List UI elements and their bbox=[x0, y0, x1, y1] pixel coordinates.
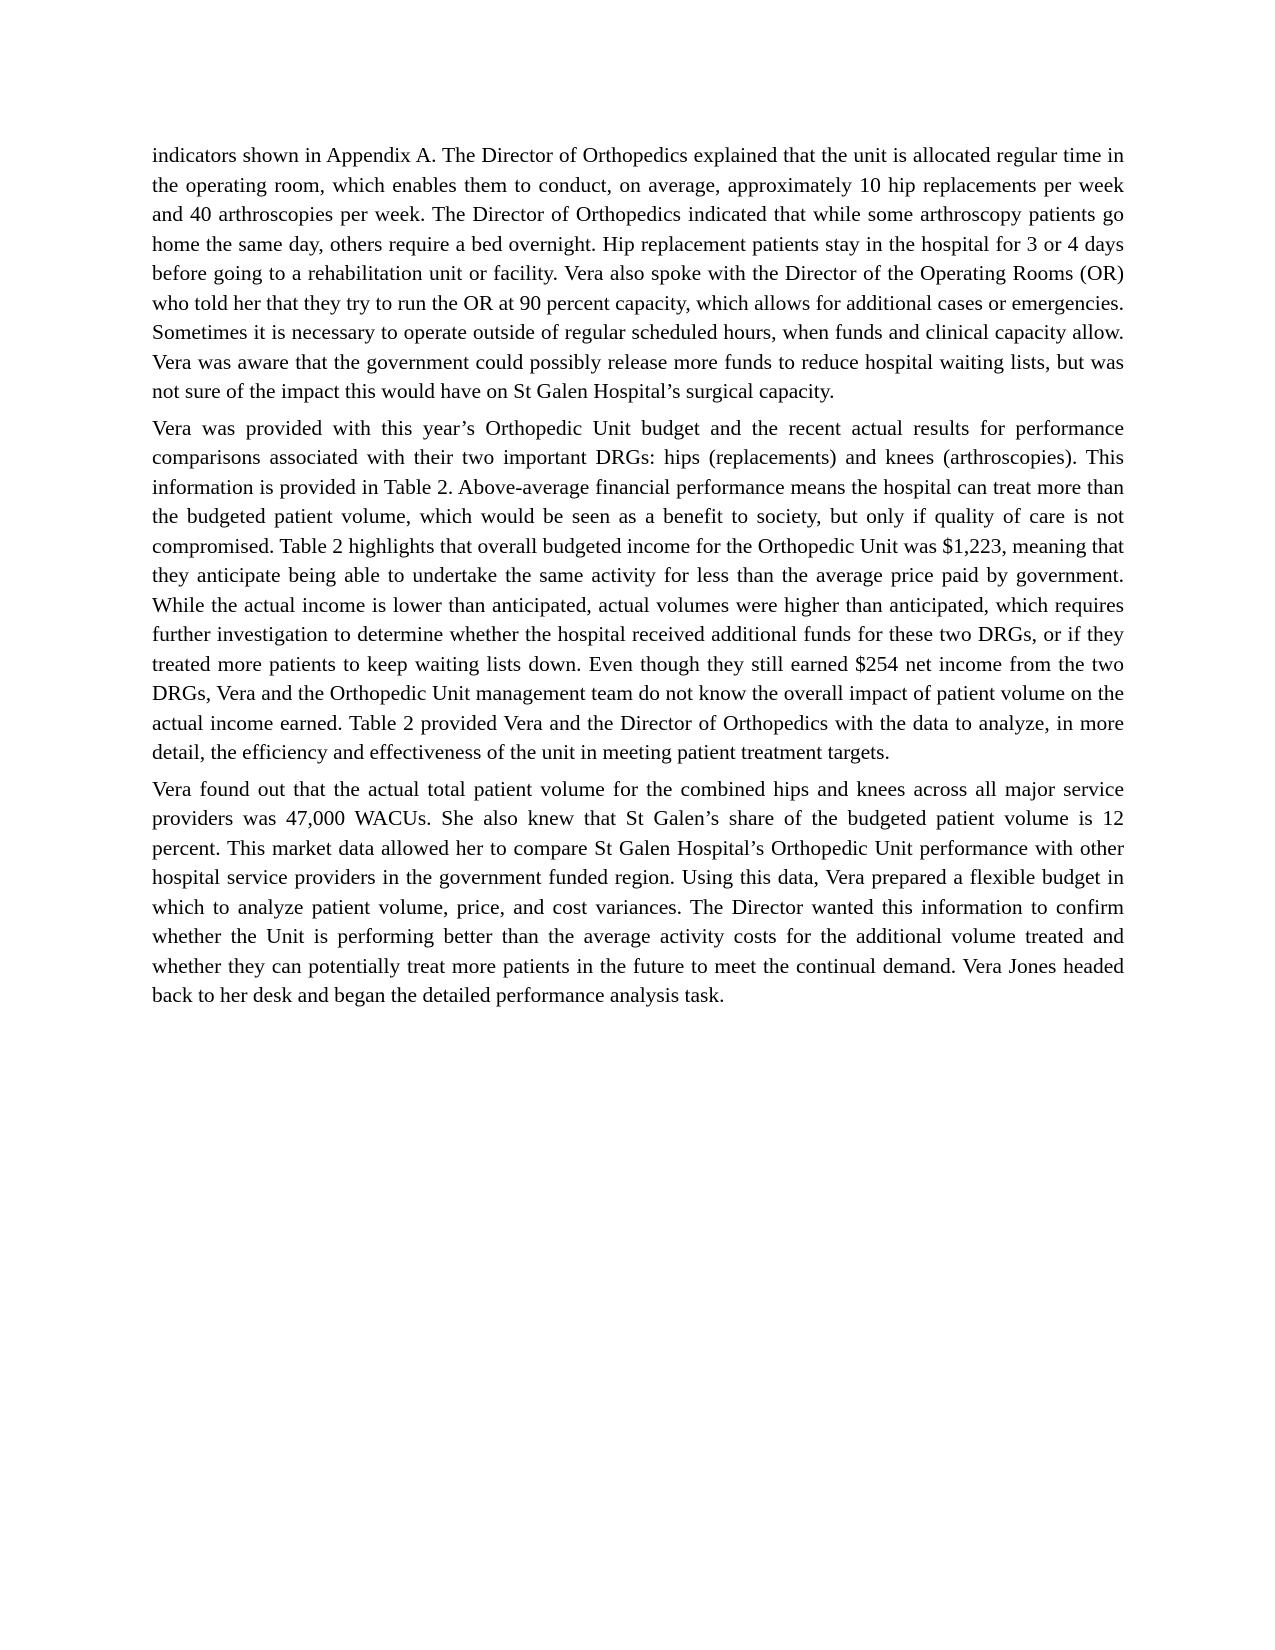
document-body bbox=[152, 141, 1124, 1018]
paragraph-market-data-flexible-budget: Vera found out that the actual total patient volume for the combined hips and knees across all major service providers was 47,000 WACUs. She also knew that St Galen’s share of the budgeted patient volume is 12 percent. This market data allowed her to compare St Galen Hospital’s Orthopedic Unit performance with other hospital service providers in the government funded region. Using this data, Vera prepared a flexible budget in which to analyze patient volume, price, and cost variances. The Director wanted this information to confirm whether the Unit is performing better than the average activity costs for the additional volume treated and whether they can potentially treat more patients in the future to meet the continual demand. Vera Jones headed back to her desk and began the detailed performance analysis task. bbox=[152, 776, 1124, 1007]
paragraph-budget-table2: Vera was provided with this year’s Orthopedic Unit budget and the recent actual results for performance comparisons associated with their two important DRGs: hips (replacements) and knees (arthroscopies). This information is provided in Table 2. Above-average financial performance means the hospital can treat more than the budgeted patient volume, which would be seen as a benefit to society, but only if quality of care is not compromised. Table 2 highlights that overall budgeted income for the Orthopedic Unit was $1,223, meaning that they anticipate being able to undertake the same activity for less than the average price paid by government. While the actual income is lower than anticipated, actual volumes were higher than anticipated, which requires further investigation to determine whether the hospital received additional funds for these two DRGs, or if they treated more patients to keep waiting lists down. Even though they still earned $254 net income from the two DRGs, Vera and the Orthopedic Unit management team do not know the overall impact of patient volume on the actual income earned. Table 2 provided Vera and the Director of Orthopedics with the data to analyze, in more detail, the efficiency and effectiveness of the unit in meeting patient treatment targets. bbox=[152, 415, 1124, 764]
paragraph-appendix-a-capacity: indicators shown in Appendix A. The Director of Orthopedics explained that the unit is allocated regular time in the operating room, which enables them to conduct, on average, approximately 10 hip replacements per week and 40 arthroscopies per week. The Director of Orthopedics indicated that while some arthroscopy patients go home the same day, others require a bed overnight. Hip replacement patients stay in the hospital for 3 or 4 days before going to a rehabilitation unit or facility. Vera also spoke with the Director of the Operating Rooms (OR) who told her that they try to run the OR at 90 percent capacity, which allows for additional cases or emergencies. Sometimes it is necessary to operate outside of regular scheduled hours, when funds and clinical capacity allow. Vera was aware that the government could possibly release more funds to reduce hospital waiting lists, but was not sure of the impact this would have on St Galen Hospital’s surgical capacity. bbox=[152, 143, 1124, 403]
